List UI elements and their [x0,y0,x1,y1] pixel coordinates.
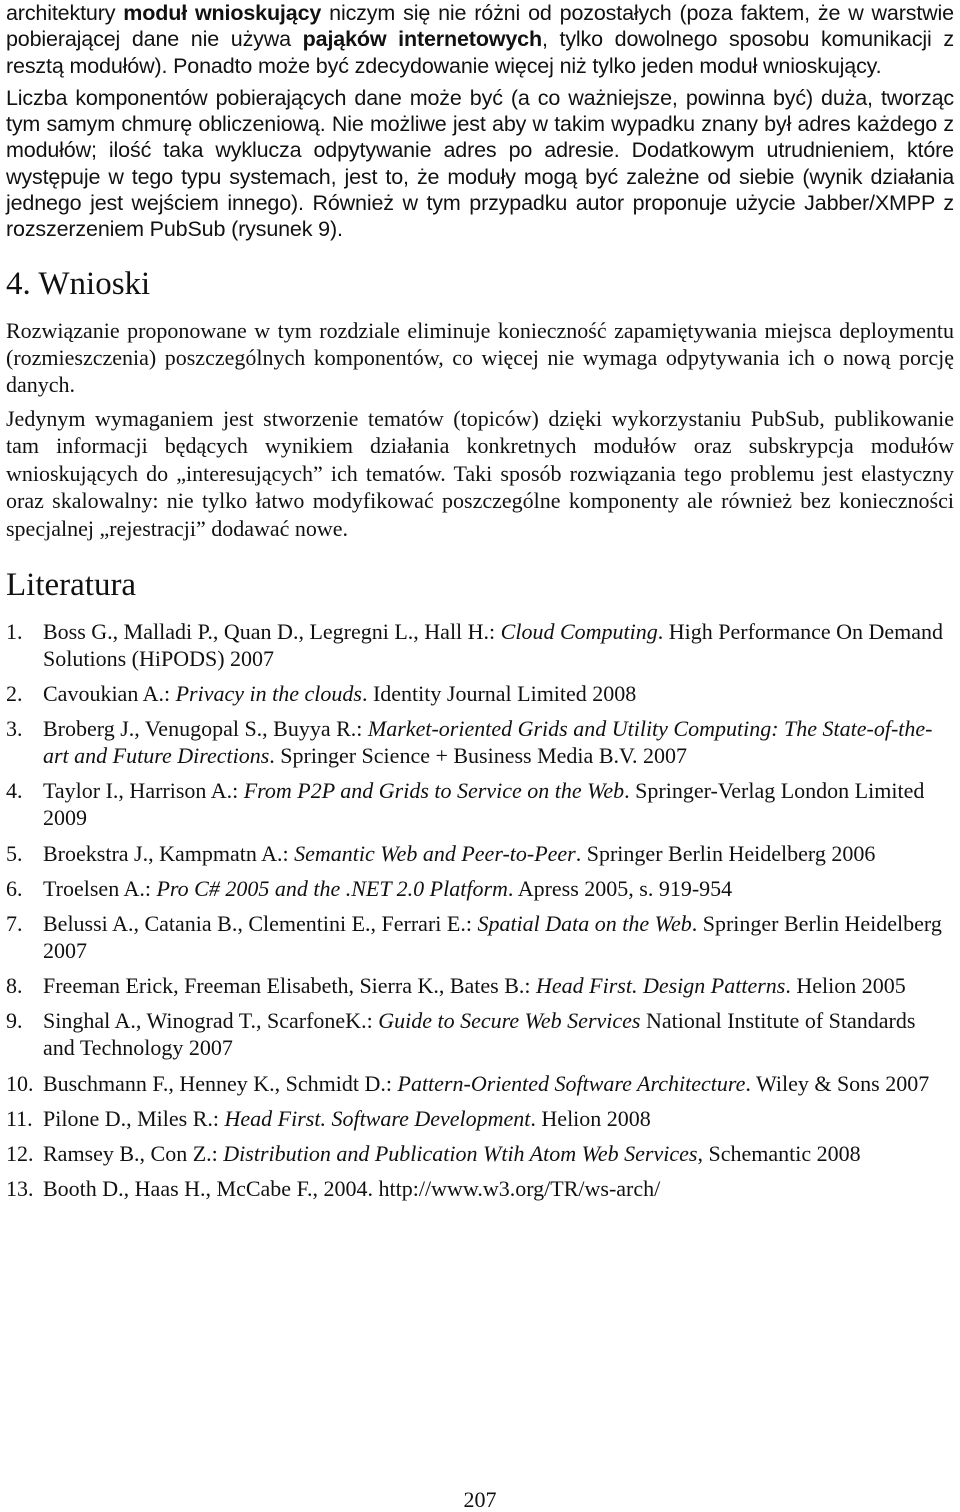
reference-item [6,972,954,999]
section-heading-conclusions: 4. Wnioski [6,265,151,302]
reference-number: 11. [6,1105,33,1131]
reference-text [43,618,954,672]
reference-authors: Singhal A., Winograd T., ScarfoneK.: [43,1008,379,1034]
reference-item [6,1070,954,1097]
reference-authors: Belussi A., Catania B., Clementini E., Ferrari E.: [43,911,478,937]
reference-title: Pro C# 2005 and the .NET 2.0 Platform [156,875,508,901]
reference-authors: Troelsen A.: [43,875,157,901]
reference-title: Head First. Software Development [224,1105,531,1131]
reference-publisher: . Identity Journal Limited 2008 [361,681,637,707]
reference-title: Distribution and Publication Wtih Atom Web Services [223,1140,698,1166]
reference-publisher: , Schemantic 2008 [697,1140,861,1166]
text-run: , tylko dowolnego sposobu komunikacji z resztą modułów). Ponadto może być zdecydowanie więcej niż tylko jeden moduł wnioskujący. [6,27,954,78]
section-intro [6,0,954,243]
reference-item [6,1140,954,1167]
reference-authors: Buschmann F., Henney K., Schmidt D.: [43,1070,398,1096]
reference-publisher: . Helion 2008 [530,1105,651,1131]
reference-title: Pattern-Oriented Software Architecture [397,1070,746,1096]
reference-text [43,715,954,769]
paragraph-inference-module [6,0,954,79]
reference-publisher: . Wiley & Sons 2007 [745,1070,930,1096]
reference-title: Head First. Design Patterns [536,973,786,999]
reference-text [43,777,954,831]
reference-publisher: . Springer Berlin Heidelberg 2007 [43,911,942,964]
reference-authors: Ramsey B., Con Z.: [43,1140,224,1166]
reference-item [6,1175,954,1202]
reference-number: 10. [6,1070,34,1096]
reference-title: From P2P and Grids to Service on the Web [243,778,625,804]
reference-publisher: . Springer Science + Business Media B.V. 2007 [269,743,688,769]
text-run: architektury [6,1,124,25]
reference-text [43,1007,954,1061]
reference-authors: Booth D., Haas H., McCabe F., 2004. http://www.w3.org/TR/ws-arch/ [43,1176,661,1202]
reference-item [6,910,954,964]
reference-number: 13. [6,1176,34,1202]
reference-text [43,972,954,999]
reference-publisher: . High Performance On Demand Solutions (HiPODS) 2007 [43,618,944,671]
reference-item [6,618,954,672]
reference-text [43,1070,954,1097]
reference-number: 4. [6,778,23,804]
section-heading-literature: Literatura [6,566,137,603]
reference-number: 6. [6,875,23,901]
bold-term: moduł wnioskujący [123,1,322,25]
reference-number: 12. [6,1140,34,1166]
reference-text [43,680,954,707]
reference-authors: Taylor I., Harrison A.: [43,778,244,804]
reference-title: Cloud Computing [500,618,658,644]
reference-authors: Cavoukian A.: [43,681,176,707]
reference-publisher: . Springer-Verlag London Limited 2009 [43,778,925,831]
reference-title: Market-oriented Grids and Utility Computing: The State-of-the-art and Future Directions [43,716,933,769]
reference-text [43,910,954,964]
reference-number: 3. [6,716,23,742]
reference-text [43,1175,954,1202]
reference-authors: Broberg J., Venugopal S., Buyya R.: [43,716,368,742]
reference-title: Privacy in the clouds [175,681,362,707]
reference-item [6,715,954,769]
reference-number: 2. [6,681,23,707]
reference-number: 7. [6,911,23,937]
reference-publisher: . Springer Berlin Heidelberg 2006 [575,840,876,866]
reference-text [43,1140,954,1167]
reference-number: 9. [6,1008,23,1034]
reference-text [43,875,954,902]
paragraph-conclusion-1: Rozwiązanie proponowane w tym rozdziale eliminuje konieczność zapamiętywania miejsca deploymentu (rozmieszczenia) poszczególnych komponentów, co więcej nie wymaga odpytywania ich o nową porcję danych. [6,317,954,398]
reference-text [43,840,954,867]
reference-item [6,840,954,867]
reference-item [6,1007,954,1061]
document-page [6,0,954,1210]
page-number: 207 [463,1487,497,1512]
reference-title: Semantic Web and Peer-to-Peer [294,840,576,866]
reference-item [6,680,954,707]
reference-item [6,875,954,902]
reference-authors: Broekstra J., Kampmatn A.: [43,840,295,866]
reference-number: 5. [6,840,23,866]
paragraph-components: Liczba komponentów pobierających dane może być (a co ważniejsze, powinna być) duża, tworząc tym samym chmurę obliczeniową. Nie możliwe jest aby w takim wypadku znany był adres każdego z modułów; ilość taka wyklucza odpytywanie adres po adresie. Dodatkowym utrudnieniem, które występuje w tego typu systemach, jest to, że moduły mogą być zależne od siebie (wynik działania jednego jest wejściem innego). Również w tym przypadku autor proponuje użycie Jabber/XMPP z rozszerzeniem PubSub (rysunek 9). [6,85,954,242]
section-conclusions [6,317,954,542]
reference-title: Guide to Secure Web Services [378,1008,641,1034]
reference-publisher: National Institute of Standards and Technology 2007 [43,1008,916,1061]
reference-authors: Boss G., Malladi P., Quan D., Legregni L., Hall H.: [43,618,501,644]
reference-authors: Freeman Erick, Freeman Elisabeth, Sierra K., Bates B.: [43,973,537,999]
reference-authors: Pilone D., Miles R.: [43,1105,225,1131]
reference-publisher: . Apress 2005, s. 919-954 [507,875,733,901]
paragraph-conclusion-2: Jedynym wymaganiem jest stworzenie tematów (topiców) dzięki wykorzystaniu PubSub, publikowanie tam informacji będących wynikiem działania konkretnych modułów oraz subskrypcja modułów wnioskujących do „interesujących” ich tematów. Taki sposób rozwiązania tego problemu jest elastyczny oraz skalowalny: nie tylko łatwo modyfikować poszczególne komponenty ale również bez konieczności specjalnej „rejestracji” dodawać nowe. [6,405,954,541]
reference-number: 8. [6,973,23,999]
reference-list [6,618,954,1202]
reference-item [6,777,954,831]
reference-publisher: . Helion 2005 [785,973,906,999]
reference-text [43,1105,954,1132]
reference-title: Spatial Data on the Web [477,911,692,937]
reference-item [6,1105,954,1132]
reference-number: 1. [6,618,23,644]
bold-term: pająków internetowych [302,27,542,52]
text-run: niczym się nie różni od pozostałych (poza faktem, że w warstwie pobierającej dane nie używa [6,1,954,52]
